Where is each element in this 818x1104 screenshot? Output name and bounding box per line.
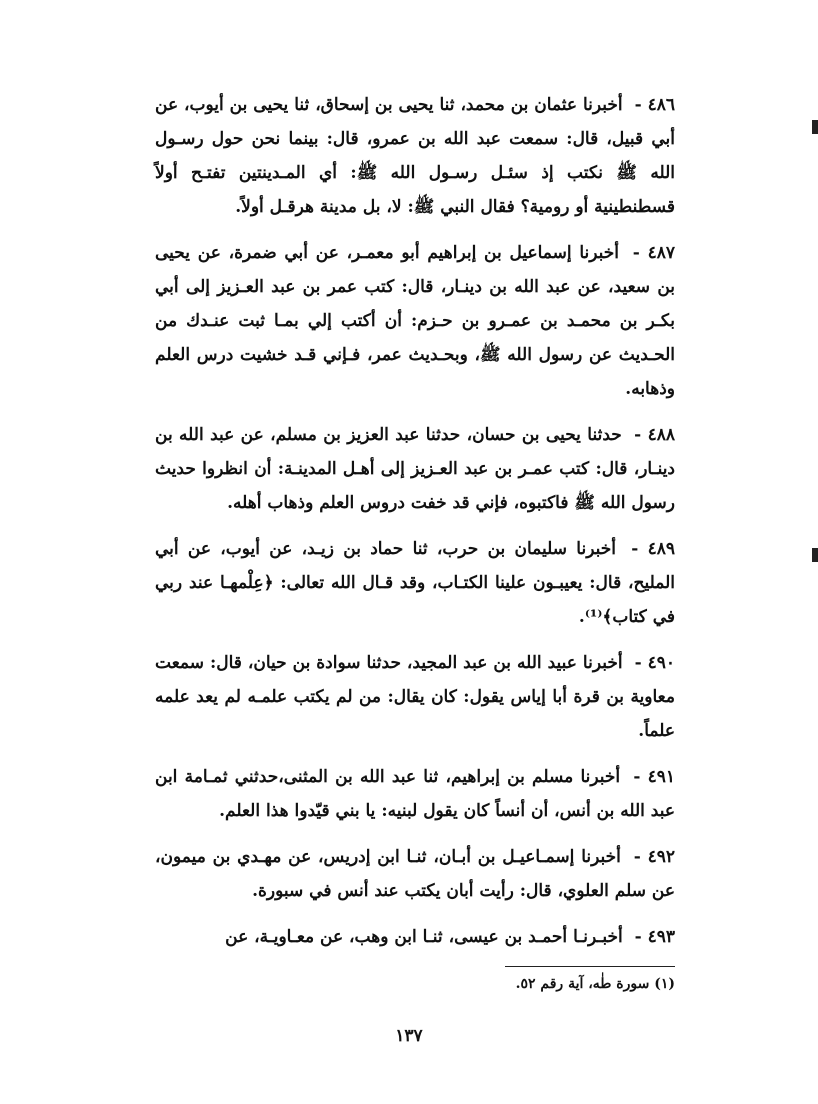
hadith-number: ٤٩٢ -: [633, 847, 675, 867]
page-number: ١٣٧: [395, 1026, 423, 1046]
hadith-number: ٤٩٣ -: [634, 927, 675, 947]
scan-edge-mark: [812, 120, 818, 134]
footnote: (١) سورة طٰه، آية رقم ٥٢.: [515, 976, 675, 992]
hadith-number: ٤٩١ -: [633, 767, 675, 787]
hadith-number: ٤٨٩ -: [631, 539, 675, 559]
hadith-number: ٤٨٦ -: [634, 95, 675, 115]
hadith-text: أخبرنا إسمـاعيـل بن أبـان، ثنـا ابن إدريس، عن مهـدي بن ميمون، عن سلم العلوي، قال: رأيت أبان يكتب عند أنس في سبورة.: [155, 847, 675, 901]
hadith-486: [155, 88, 675, 224]
hadith-488: [155, 418, 675, 520]
hadith-493: [155, 920, 675, 954]
footnote-divider: [505, 966, 675, 967]
hadith-text: أخبرنا سليمان بن حرب، ثنا حماد بن زيـد، عن أيوب، عن أبي المليح، قال: يعيبـون علينا الكتـاب، وقد قـال الله تعالى: ﴿عِلْمهـا عند ربي في كتاب﴾⁽¹⁾.: [155, 539, 675, 627]
hadith-490: [155, 646, 675, 748]
hadith-number: ٤٩٠ -: [634, 653, 676, 673]
hadith-text: أخبـرنـا أحمـد بن عيسى، ثنـا ابن وهب، عن معـاويـة، عن: [225, 927, 623, 947]
main-text: [155, 88, 675, 966]
hadith-text: حدثنا يحيى بن حسان، حدثنا عبد العزيز بن مسلم، عن عبد الله بن دينـار، قال: كتب عمـر بن عبد العـزيز إلى أهـل المدينـة: أن انظروا حديث رسول الله ﷺ فاكتبوه، فإني قد خفت دروس العلم وذهاب أهله.: [155, 425, 675, 513]
hadith-text: أخبرنا مسلم بن إبراهيم، ثنا عبد الله بن المثنى،حدثني ثمـامة ابن عبد الله بن أنس، أن أنساً كان يقول لبنيه: يا بني قيّدوا هذا العلم.: [155, 767, 675, 821]
hadith-text: أخبرنا إسماعيل بن إبراهيم أبو معمـر، عن أبي ضمرة، عن يحيى بن سعيد، عن عبد الله بن دينـار، قال: كتب عمر بن عبد العـزيز إلى أبي بكـر بن محمـد بن عمـرو بن حـزم: أن أكتب إلي بمـا ثبت عنـدك من الحـديث عن رسول الله ﷺ، وبحـديث عمر، فـإني قـد خشيت درس العلم وذهابه.: [155, 243, 675, 399]
hadith-number: ٤٨٨ -: [634, 425, 675, 445]
hadith-492: [155, 840, 675, 908]
hadith-text: أخبرنا عبيد الله بن عبد المجيد، حدثنا سوادة بن حيان، قال: سمعت معاوية بن قرة أبا إياس يقول: كان يقال: من لم يكتب علمـه لم يعد علمه علماً.: [155, 653, 675, 741]
hadith-text: أخبرنا عثمان بن محمد، ثنا يحيى بن إسحاق، ثنا يحيى بن أيوب، عن أبي قبيل، قال: سمعت عبد الله بن عمرو، قال: بينما نحن حول رسـول الله ﷺ نكتب إذ سئـل رسـول الله ﷺ: أي المـدينتين تفتـح أولاً قسطنطينية أو رومية؟ فقال النبي ﷺ: لا، بل مدينة هرقـل أولاً.: [155, 95, 675, 217]
hadith-number: ٤٨٧ -: [632, 243, 675, 263]
scan-edge-mark: [812, 548, 818, 562]
hadith-491: [155, 760, 675, 828]
hadith-487: [155, 236, 675, 406]
hadith-489: [155, 532, 675, 634]
